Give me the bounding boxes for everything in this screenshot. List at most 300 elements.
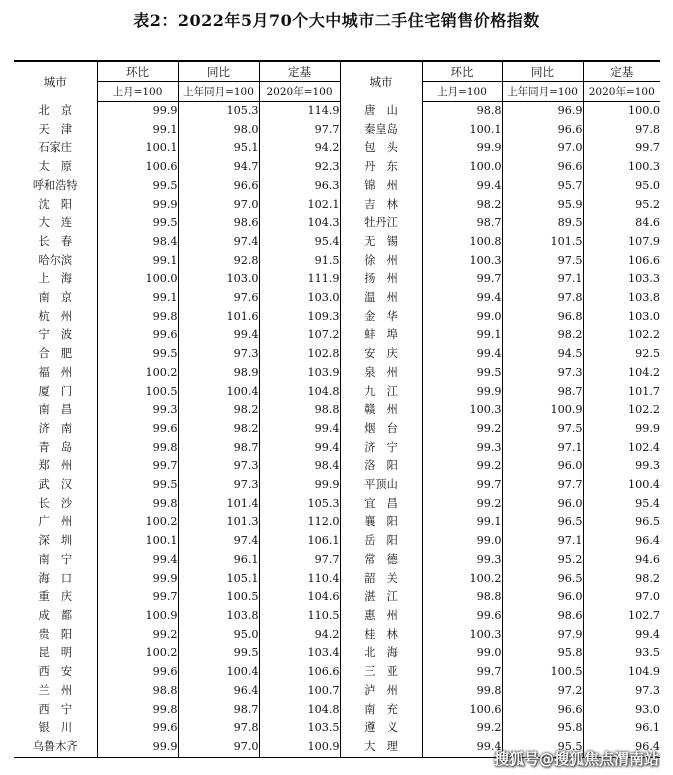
right-mom-cell: 98.8: [422, 102, 502, 121]
left-mom-cell: 99.1: [97, 121, 178, 140]
right-base-cell: 95.4: [583, 495, 660, 514]
left-city-cell: 西 安: [38, 665, 73, 679]
table-row: [14, 588, 660, 607]
table-row: [14, 457, 660, 476]
left-yoy-cell: 94.7: [178, 158, 259, 177]
right-mom-cell: 99.9: [422, 139, 502, 158]
table-row: [14, 701, 660, 720]
right-mom-cell: 99.5: [422, 364, 502, 383]
left-city-cell: 大 连: [38, 216, 73, 230]
right-mom-cell: 98.2: [422, 196, 502, 215]
right-base-cell: 102.7: [583, 607, 660, 626]
table-row: [14, 233, 660, 252]
left-base-cell: 110.5: [259, 607, 340, 626]
table-row: [14, 476, 660, 495]
left-city-cell: 上 海: [38, 272, 73, 286]
table-row: [14, 177, 660, 196]
right-mom-cell: 99.6: [422, 607, 502, 626]
right-city-cell: 泸 州: [340, 682, 422, 701]
yoy-subheader-left: 上年同月=100: [178, 82, 259, 102]
right-yoy-cell: 97.2: [502, 682, 583, 701]
left-city-cell: 南 宁: [38, 552, 73, 566]
right-base-cell: 99.3: [583, 457, 660, 476]
left-yoy-cell: 100.5: [178, 588, 259, 607]
left-base-cell: 106.6: [259, 663, 340, 682]
right-yoy-cell: 95.5: [502, 738, 583, 757]
right-mom-cell: 100.3: [422, 252, 502, 271]
right-city-cell: 秦皇岛: [340, 121, 422, 140]
right-base-cell: 107.9: [583, 233, 660, 252]
right-city-cell: 南 充: [340, 701, 422, 720]
right-city-cell: 湛 江: [340, 588, 422, 607]
left-city-cell: 合 肥: [38, 347, 73, 361]
left-mom-cell: 99.5: [97, 214, 178, 233]
left-base-cell: 94.2: [259, 139, 340, 158]
right-yoy-cell: 96.0: [502, 495, 583, 514]
left-yoy-cell: 100.4: [178, 663, 259, 682]
left-base-cell: 114.9: [259, 102, 340, 121]
right-base-cell: 98.2: [583, 570, 660, 589]
right-yoy-cell: 96.6: [502, 121, 583, 140]
left-base-cell: 100.9: [259, 738, 340, 757]
right-yoy-cell: 96.0: [502, 588, 583, 607]
right-mom-cell: 98.8: [422, 588, 502, 607]
right-city-cell: 徐 州: [340, 252, 422, 271]
table-row: [14, 121, 660, 140]
left-mom-cell: 99.6: [97, 663, 178, 682]
left-yoy-cell: 97.6: [178, 289, 259, 308]
left-mom-cell: 99.7: [97, 457, 178, 476]
right-yoy-cell: 95.7: [502, 177, 583, 196]
right-city-cell: 大 理: [340, 738, 422, 757]
right-city-cell: 包 头: [340, 139, 422, 158]
left-base-cell: 103.0: [259, 289, 340, 308]
left-city-cell: 成 都: [38, 608, 73, 622]
right-base-cell: 96.4: [583, 532, 660, 551]
left-yoy-cell: 97.4: [178, 233, 259, 252]
left-mom-cell: 100.2: [97, 644, 178, 663]
right-yoy-cell: 97.1: [502, 532, 583, 551]
left-yoy-cell: 95.0: [178, 626, 259, 645]
left-mom-cell: 100.1: [97, 532, 178, 551]
left-base-cell: 99.9: [259, 476, 340, 495]
right-mom-cell: 100.1: [422, 121, 502, 140]
left-yoy-cell: 96.4: [178, 682, 259, 701]
left-yoy-cell: 97.3: [178, 345, 259, 364]
left-city-cell: 兰 州: [38, 683, 73, 697]
right-city-cell: 丹 东: [340, 158, 422, 177]
left-yoy-cell: 97.0: [178, 196, 259, 215]
table-row: [14, 102, 660, 121]
left-base-cell: 99.4: [259, 439, 340, 458]
right-mom-cell: 99.9: [422, 383, 502, 402]
right-yoy-cell: 97.9: [502, 626, 583, 645]
left-mom-cell: 99.6: [97, 719, 178, 738]
right-mom-cell: 100.0: [422, 158, 502, 177]
table-row: [14, 158, 660, 177]
right-base-cell: 93.0: [583, 701, 660, 720]
right-yoy-cell: 100.5: [502, 663, 583, 682]
right-base-cell: 97.8: [583, 121, 660, 140]
right-city-cell: 桂 林: [340, 626, 422, 645]
right-city-cell: 唐 山: [340, 102, 422, 121]
left-base-cell: 103.4: [259, 644, 340, 663]
right-yoy-cell: 97.1: [502, 270, 583, 289]
right-mom-cell: 99.7: [422, 663, 502, 682]
right-city-cell: 平顶山: [340, 476, 422, 495]
right-base-cell: 104.9: [583, 663, 660, 682]
left-base-cell: 92.3: [259, 158, 340, 177]
base-subheader-left: 2020年=100: [259, 82, 340, 102]
right-yoy-cell: 96.6: [502, 158, 583, 177]
table-row: [14, 252, 660, 271]
left-yoy-cell: 103.0: [178, 270, 259, 289]
left-city-cell: 南 京: [38, 291, 73, 305]
right-mom-cell: 99.4: [422, 738, 502, 757]
left-city-cell: 海 口: [38, 571, 73, 585]
table-row: [14, 326, 660, 345]
right-mom-cell: 99.2: [422, 495, 502, 514]
right-mom-cell: 99.1: [422, 326, 502, 345]
left-mom-cell: 99.9: [97, 738, 178, 757]
table-row: [14, 532, 660, 551]
left-yoy-cell: 97.3: [178, 476, 259, 495]
right-base-cell: 103.8: [583, 289, 660, 308]
left-yoy-cell: 105.3: [178, 102, 259, 121]
left-city-cell: 厦 门: [38, 384, 73, 398]
base-subheader-right: 2020年=100: [583, 82, 660, 102]
left-city-cell: 南 昌: [38, 403, 73, 417]
left-base-cell: 112.0: [259, 513, 340, 532]
left-city-cell: 西 宁: [38, 702, 73, 716]
left-yoy-cell: 101.4: [178, 495, 259, 514]
left-city-cell: 济 南: [38, 421, 73, 435]
right-base-cell: 84.6: [583, 214, 660, 233]
left-yoy-cell: 98.2: [178, 420, 259, 439]
right-base-cell: 103.0: [583, 308, 660, 327]
right-mom-cell: 99.7: [422, 270, 502, 289]
left-base-cell: 104.6: [259, 588, 340, 607]
left-city-cell: 长 春: [38, 234, 73, 248]
left-base-cell: 109.3: [259, 308, 340, 327]
right-city-cell: 九 江: [340, 383, 422, 402]
right-city-cell: 吉 林: [340, 196, 422, 215]
right-base-cell: 96.4: [583, 738, 660, 757]
table-row: [14, 308, 660, 327]
right-yoy-cell: 96.6: [502, 701, 583, 720]
right-city-cell: 锦 州: [340, 177, 422, 196]
right-city-cell: 无 锡: [340, 233, 422, 252]
right-yoy-cell: 101.5: [502, 233, 583, 252]
right-mom-cell: 99.1: [422, 513, 502, 532]
left-city-cell: 天 津: [38, 122, 73, 136]
right-city-cell: 惠 州: [340, 607, 422, 626]
right-city-cell: 北 海: [340, 644, 422, 663]
right-base-cell: 101.7: [583, 383, 660, 402]
right-base-cell: 96.1: [583, 719, 660, 738]
right-yoy-cell: 97.1: [502, 439, 583, 458]
left-yoy-cell: 98.6: [178, 214, 259, 233]
right-mom-cell: 100.3: [422, 626, 502, 645]
mom-header-right: 环比: [422, 61, 502, 82]
right-yoy-cell: 95.2: [502, 551, 583, 570]
table-row: [14, 663, 660, 682]
left-yoy-cell: 97.4: [178, 532, 259, 551]
left-mom-cell: 99.1: [97, 252, 178, 271]
price-index-table: [14, 60, 660, 758]
left-city-cell: 呼和浩特: [32, 178, 78, 192]
left-mom-cell: 100.0: [97, 270, 178, 289]
left-city-cell: 沈 阳: [38, 197, 73, 211]
left-yoy-cell: 92.8: [178, 252, 259, 271]
left-mom-cell: 100.6: [97, 158, 178, 177]
left-base-cell: 106.1: [259, 532, 340, 551]
right-base-cell: 94.6: [583, 551, 660, 570]
left-yoy-cell: 96.6: [178, 177, 259, 196]
left-yoy-cell: 98.2: [178, 401, 259, 420]
yoy-header-right: 同比: [502, 61, 583, 82]
right-city-cell: 岳 阳: [340, 532, 422, 551]
right-yoy-cell: 96.9: [502, 102, 583, 121]
left-yoy-cell: 99.5: [178, 644, 259, 663]
left-base-cell: 105.3: [259, 495, 340, 514]
left-city-cell: 贵 阳: [38, 627, 73, 641]
table-row: [14, 289, 660, 308]
table-row: [14, 607, 660, 626]
left-base-cell: 103.5: [259, 719, 340, 738]
right-mom-cell: 99.4: [422, 289, 502, 308]
left-base-cell: 111.9: [259, 270, 340, 289]
right-city-cell: 金 华: [340, 308, 422, 327]
right-city-cell: 安 庆: [340, 345, 422, 364]
table-row: [14, 270, 660, 289]
right-city-cell: 三 亚: [340, 663, 422, 682]
left-city-cell: 武 汉: [38, 478, 73, 492]
left-base-cell: 91.5: [259, 252, 340, 271]
right-yoy-cell: 94.5: [502, 345, 583, 364]
left-mom-cell: 99.5: [97, 177, 178, 196]
right-base-cell: 100.0: [583, 102, 660, 121]
table-row: [14, 383, 660, 402]
left-city-cell: 石家庄: [38, 141, 73, 155]
table-row: [14, 364, 660, 383]
left-mom-cell: 100.5: [97, 383, 178, 402]
right-base-cell: 99.9: [583, 420, 660, 439]
base-header-right: 定基: [583, 61, 660, 82]
mom-subheader-left: 上月=100: [97, 82, 178, 102]
right-yoy-cell: 96.8: [502, 308, 583, 327]
right-mom-cell: 99.0: [422, 532, 502, 551]
right-mom-cell: 99.0: [422, 308, 502, 327]
right-base-cell: 93.5: [583, 644, 660, 663]
left-mom-cell: 100.9: [97, 607, 178, 626]
right-base-cell: 106.6: [583, 252, 660, 271]
right-yoy-cell: 89.5: [502, 214, 583, 233]
left-base-cell: 98.4: [259, 457, 340, 476]
left-base-cell: 96.3: [259, 177, 340, 196]
right-yoy-cell: 97.8: [502, 289, 583, 308]
left-yoy-cell: 101.6: [178, 308, 259, 327]
left-city-cell: 长 沙: [38, 496, 73, 510]
right-city-cell: 泉 州: [340, 364, 422, 383]
left-yoy-cell: 100.4: [178, 383, 259, 402]
left-city-cell: 深 圳: [38, 534, 73, 548]
right-yoy-cell: 97.5: [502, 420, 583, 439]
table-row: [14, 345, 660, 364]
right-yoy-cell: 98.2: [502, 326, 583, 345]
right-mom-cell: 100.6: [422, 701, 502, 720]
right-yoy-cell: 98.7: [502, 383, 583, 402]
right-city-cell: 洛 阳: [340, 457, 422, 476]
left-mom-cell: 99.2: [97, 626, 178, 645]
table-row: [14, 196, 660, 215]
left-yoy-cell: 105.1: [178, 570, 259, 589]
header-row: [14, 61, 660, 82]
right-mom-cell: 99.4: [422, 177, 502, 196]
right-base-cell: 102.2: [583, 326, 660, 345]
right-city-cell: 宜 昌: [340, 495, 422, 514]
left-mom-cell: 99.7: [97, 588, 178, 607]
left-yoy-cell: 101.3: [178, 513, 259, 532]
right-mom-cell: 100.2: [422, 570, 502, 589]
table-row: [14, 570, 660, 589]
right-mom-cell: 99.3: [422, 439, 502, 458]
table-row: [14, 420, 660, 439]
left-yoy-cell: 97.0: [178, 738, 259, 757]
left-yoy-cell: 103.8: [178, 607, 259, 626]
left-mom-cell: 100.1: [97, 139, 178, 158]
left-mom-cell: 98.4: [97, 233, 178, 252]
right-mom-cell: 99.3: [422, 551, 502, 570]
right-yoy-cell: 96.5: [502, 570, 583, 589]
left-mom-cell: 99.9: [97, 196, 178, 215]
left-mom-cell: 99.8: [97, 701, 178, 720]
table-row: [14, 644, 660, 663]
left-base-cell: 102.8: [259, 345, 340, 364]
left-base-cell: 95.4: [259, 233, 340, 252]
right-yoy-cell: 96.0: [502, 457, 583, 476]
right-city-cell: 温 州: [340, 289, 422, 308]
right-yoy-cell: 95.8: [502, 644, 583, 663]
right-yoy-cell: 100.9: [502, 401, 583, 420]
subheader-row: [14, 82, 660, 102]
table-row: [14, 551, 660, 570]
left-base-cell: 98.8: [259, 401, 340, 420]
left-mom-cell: 99.4: [97, 551, 178, 570]
left-mom-cell: 99.8: [97, 308, 178, 327]
right-base-cell: 103.3: [583, 270, 660, 289]
left-mom-cell: 99.6: [97, 326, 178, 345]
left-mom-cell: 99.8: [97, 495, 178, 514]
right-mom-cell: 100.8: [422, 233, 502, 252]
left-mom-cell: 99.3: [97, 401, 178, 420]
right-city-cell: 韶 关: [340, 570, 422, 589]
table-row: [14, 513, 660, 532]
right-yoy-cell: 95.8: [502, 719, 583, 738]
left-city-cell: 北 京: [38, 103, 73, 117]
right-base-cell: 102.4: [583, 439, 660, 458]
right-base-cell: 97.0: [583, 588, 660, 607]
table-row: [14, 682, 660, 701]
right-yoy-cell: 97.0: [502, 139, 583, 158]
left-city-cell: 重 庆: [38, 590, 73, 604]
left-city-cell: 福 州: [38, 365, 73, 379]
left-base-cell: 102.1: [259, 196, 340, 215]
right-base-cell: 97.3: [583, 682, 660, 701]
table-row: [14, 439, 660, 458]
left-city-cell: 宁 波: [38, 328, 73, 342]
right-yoy-cell: 97.7: [502, 476, 583, 495]
right-base-cell: 95.2: [583, 196, 660, 215]
right-mom-cell: 99.0: [422, 644, 502, 663]
left-mom-cell: 100.2: [97, 364, 178, 383]
left-yoy-cell: 99.4: [178, 326, 259, 345]
left-mom-cell: 99.1: [97, 289, 178, 308]
left-yoy-cell: 98.7: [178, 439, 259, 458]
watermark: 搜狐号@搜狐焦点渭南站: [493, 750, 659, 768]
right-mom-cell: 100.3: [422, 401, 502, 420]
right-city-cell: 常 德: [340, 551, 422, 570]
left-base-cell: 107.2: [259, 326, 340, 345]
right-city-cell: 遵 义: [340, 719, 422, 738]
right-base-cell: 92.5: [583, 345, 660, 364]
right-mom-cell: 99.2: [422, 420, 502, 439]
table-title: 表2：2022年5月70个大中城市二手住宅销售价格指数: [133, 11, 540, 30]
table-row: [14, 401, 660, 420]
city-header-left: 城市: [14, 61, 97, 102]
left-base-cell: 97.7: [259, 121, 340, 140]
right-base-cell: 96.5: [583, 513, 660, 532]
table-row: [14, 495, 660, 514]
right-mom-cell: 99.2: [422, 457, 502, 476]
left-yoy-cell: 98.0: [178, 121, 259, 140]
table-row: [14, 139, 660, 158]
table-row: [14, 719, 660, 738]
right-base-cell: 104.2: [583, 364, 660, 383]
right-base-cell: 95.0: [583, 177, 660, 196]
right-city-cell: 烟 台: [340, 420, 422, 439]
right-city-cell: 济 宁: [340, 439, 422, 458]
right-yoy-cell: 96.5: [502, 513, 583, 532]
right-yoy-cell: 97.5: [502, 252, 583, 271]
yoy-header-left: 同比: [178, 61, 259, 82]
left-base-cell: 97.7: [259, 551, 340, 570]
right-yoy-cell: 95.9: [502, 196, 583, 215]
right-city-cell: 赣 州: [340, 401, 422, 420]
city-header-right: 城市: [340, 61, 422, 102]
right-mom-cell: 98.7: [422, 214, 502, 233]
right-city-cell: 蚌 埠: [340, 326, 422, 345]
left-base-cell: 110.4: [259, 570, 340, 589]
right-base-cell: 99.4: [583, 626, 660, 645]
left-city-cell: 银 川: [38, 721, 73, 735]
left-city-cell: 广 州: [38, 515, 73, 529]
left-mom-cell: 99.5: [97, 476, 178, 495]
left-mom-cell: 99.6: [97, 420, 178, 439]
table-row: [14, 626, 660, 645]
left-city-cell: 杭 州: [38, 309, 73, 323]
right-mom-cell: 99.8: [422, 682, 502, 701]
right-mom-cell: 99.7: [422, 476, 502, 495]
left-base-cell: 100.7: [259, 682, 340, 701]
left-base-cell: 103.9: [259, 364, 340, 383]
right-city-cell: 襄 阳: [340, 513, 422, 532]
left-yoy-cell: 97.8: [178, 719, 259, 738]
left-base-cell: 104.8: [259, 383, 340, 402]
left-yoy-cell: 95.1: [178, 139, 259, 158]
left-city-cell: 太 原: [38, 160, 73, 174]
right-yoy-cell: 98.6: [502, 607, 583, 626]
